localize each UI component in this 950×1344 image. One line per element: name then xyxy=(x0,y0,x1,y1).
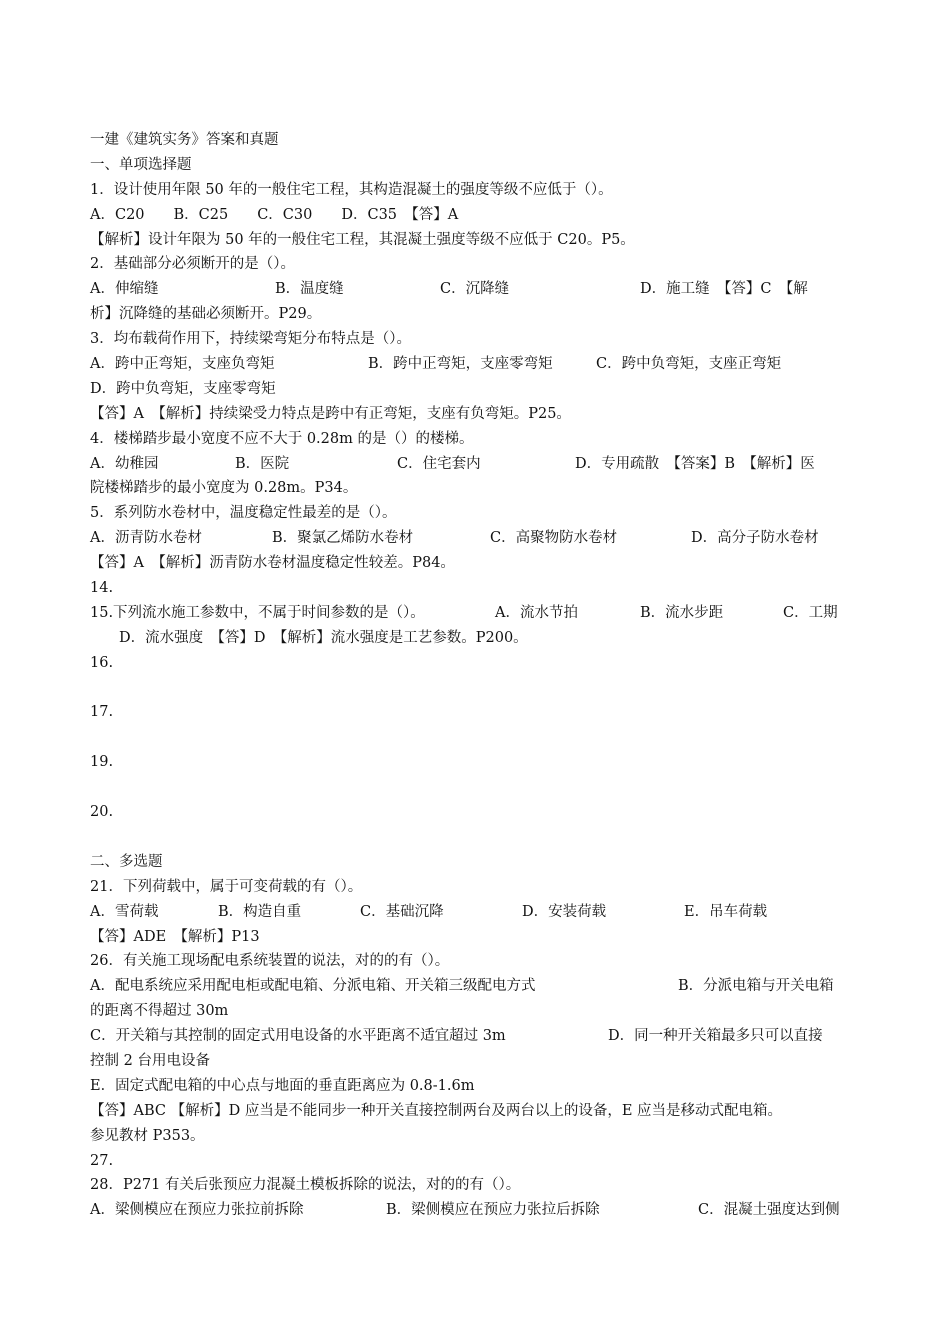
option-a: A．幼稚园 xyxy=(90,455,159,472)
option-c: C．混凝土强度达到侧 xyxy=(698,1202,840,1219)
question-14: 14. xyxy=(90,580,114,597)
option-b: B．医院 xyxy=(235,455,290,472)
question-28-options xyxy=(90,1198,865,1223)
question-5-options xyxy=(90,526,865,551)
question-26-options-cd xyxy=(90,1024,865,1049)
question-28-stem: 28．P271 有关后张预应力混凝土模板拆除的说法，对的的有（）。 xyxy=(90,1177,521,1194)
document-body xyxy=(90,128,865,1223)
option-d: D．安装荷载 xyxy=(522,903,607,920)
option-a: A．梁侧模应在预应力张拉前拆除 xyxy=(90,1202,304,1219)
question-15-text: 15.下列流水施工参数中，不属于时间参数的是（）。 xyxy=(90,604,425,621)
question-21-stem: 21．下列荷载中，属于可变荷载的有（）。 xyxy=(90,878,363,895)
question-27: 27. xyxy=(90,1152,114,1169)
question-1-stem: 1．设计使用年限 50 年的一般住宅工程，其构造混凝土的强度等级不应低于（）。 xyxy=(90,181,613,198)
question-4-options xyxy=(90,452,865,477)
question-16: 16. xyxy=(90,654,114,671)
question-15-continuation: D．流水强度 【答】D 【解析】流水强度是工艺参数。P200。 xyxy=(90,629,528,646)
question-3-options xyxy=(90,352,865,377)
question-2-options xyxy=(90,277,865,302)
section-heading-single-choice: 一、单项选择题 xyxy=(90,156,192,173)
question-26-reference: 参见教材 P353。 xyxy=(90,1127,205,1144)
option-a: A．配电系统应采用配电柜或配电箱、分派电箱、开关箱三级配电方式 xyxy=(90,978,536,995)
question-26-options-ab xyxy=(90,974,865,999)
option-c: C．高聚物防水卷材 xyxy=(490,530,618,547)
option-b: B．跨中正弯矩，支座零弯矩 xyxy=(368,356,553,373)
question-26-option-d-cont: 控制 2 台用电设备 xyxy=(90,1052,210,1069)
option-b: B．构造自重 xyxy=(218,903,302,920)
option-c: C．开关箱与其控制的固定式用电设备的水平距离不适宜超过 3m xyxy=(90,1028,506,1045)
question-3-stem: 3．均布载荷作用下，持续梁弯矩分布特点是（）。 xyxy=(90,331,411,348)
question-1-options: A．C20 B．C25 C．C30 D．C35 【答】A xyxy=(90,206,459,223)
question-26-option-e: E．固定式配电箱的中心点与地面的垂直距离应为 0.8-1.6m xyxy=(90,1077,475,1094)
section-heading-multiple-choice: 二、多选题 xyxy=(90,853,163,870)
document-title: 一建《建筑实务》答案和真题 xyxy=(90,132,279,148)
option-a: A．跨中正弯矩，支座负弯矩 xyxy=(90,356,275,373)
option-d: D．施工缝 【答】C 【解 xyxy=(640,281,808,298)
question-21-analysis: 【答】ADE 【解析】P13 xyxy=(90,928,260,945)
option-b: B．流水步距 xyxy=(640,604,724,621)
option-c: C．基础沉降 xyxy=(360,903,444,920)
option-b: B．聚氯乙烯防水卷材 xyxy=(272,530,414,547)
question-3-analysis: 【答】A 【解析】持续梁受力特点是跨中有正弯矩，支座有负弯矩。P25。 xyxy=(90,405,571,422)
option-b: B．温度缝 xyxy=(275,281,344,298)
question-20: 20. xyxy=(90,804,114,821)
question-4-analysis: 院楼梯踏步的最小宽度为 0.28m。P34。 xyxy=(90,480,358,497)
question-17: 17. xyxy=(90,704,114,721)
option-c: C．住宅套内 xyxy=(397,455,481,472)
option-d: D．同一种开关箱最多只可以直接 xyxy=(608,1028,823,1045)
question-19: 19. xyxy=(90,754,114,771)
question-26-stem: 26．有关施工现场配电系统装置的说法，对的的有（）。 xyxy=(90,953,450,970)
question-3-option-d: D．跨中负弯矩，支座零弯矩 xyxy=(90,380,276,397)
option-e: E．吊车荷载 xyxy=(684,903,768,920)
question-15-stem xyxy=(90,601,865,626)
option-a: A．雪荷载 xyxy=(90,903,159,920)
question-26-analysis: 【答】ABC 【解析】D 应当是不能同步一种开关直接控制两台及两台以上的设备，E 应当是移动式配电箱。 xyxy=(90,1102,783,1119)
option-a: A．流水节拍 xyxy=(495,604,578,621)
question-1-analysis: 【解析】设计年限为 50 年的一般住宅工程，其混凝土强度等级不应低于 C20。P5。 xyxy=(90,231,635,248)
option-b: B．梁侧模应在预应力张拉后拆除 xyxy=(386,1202,600,1219)
question-26-option-b-cont: 的距离不得超过 30m xyxy=(90,1003,229,1020)
question-2-stem: 2．基础部分必须断开的是（）。 xyxy=(90,256,295,273)
option-b: B．分派电箱与开关电箱 xyxy=(678,978,834,995)
option-d: D．专用疏散 【答案】B 【解析】医 xyxy=(575,455,815,472)
question-5-stem: 5．系列防水卷材中，温度稳定性最差的是（）。 xyxy=(90,505,397,522)
question-21-options xyxy=(90,900,865,925)
option-a: A．沥青防水卷材 xyxy=(90,530,202,547)
question-5-analysis: 【答】A 【解析】沥青防水卷材温度稳定性较差。P84。 xyxy=(90,555,455,572)
option-a: A．伸缩缝 xyxy=(90,281,159,298)
question-4-stem: 4．楼梯踏步最小宽度不应不大于 0.28m 的是（）的楼梯。 xyxy=(90,430,474,447)
option-c: C．跨中负弯矩，支座正弯矩 xyxy=(596,356,782,373)
option-c: C．沉降缝 xyxy=(440,281,510,298)
option-c: C．工期 xyxy=(783,604,838,621)
option-d: D．高分子防水卷材 xyxy=(691,530,819,547)
question-2-analysis: 析】沉降缝的基础必须断开。P29。 xyxy=(90,306,322,323)
